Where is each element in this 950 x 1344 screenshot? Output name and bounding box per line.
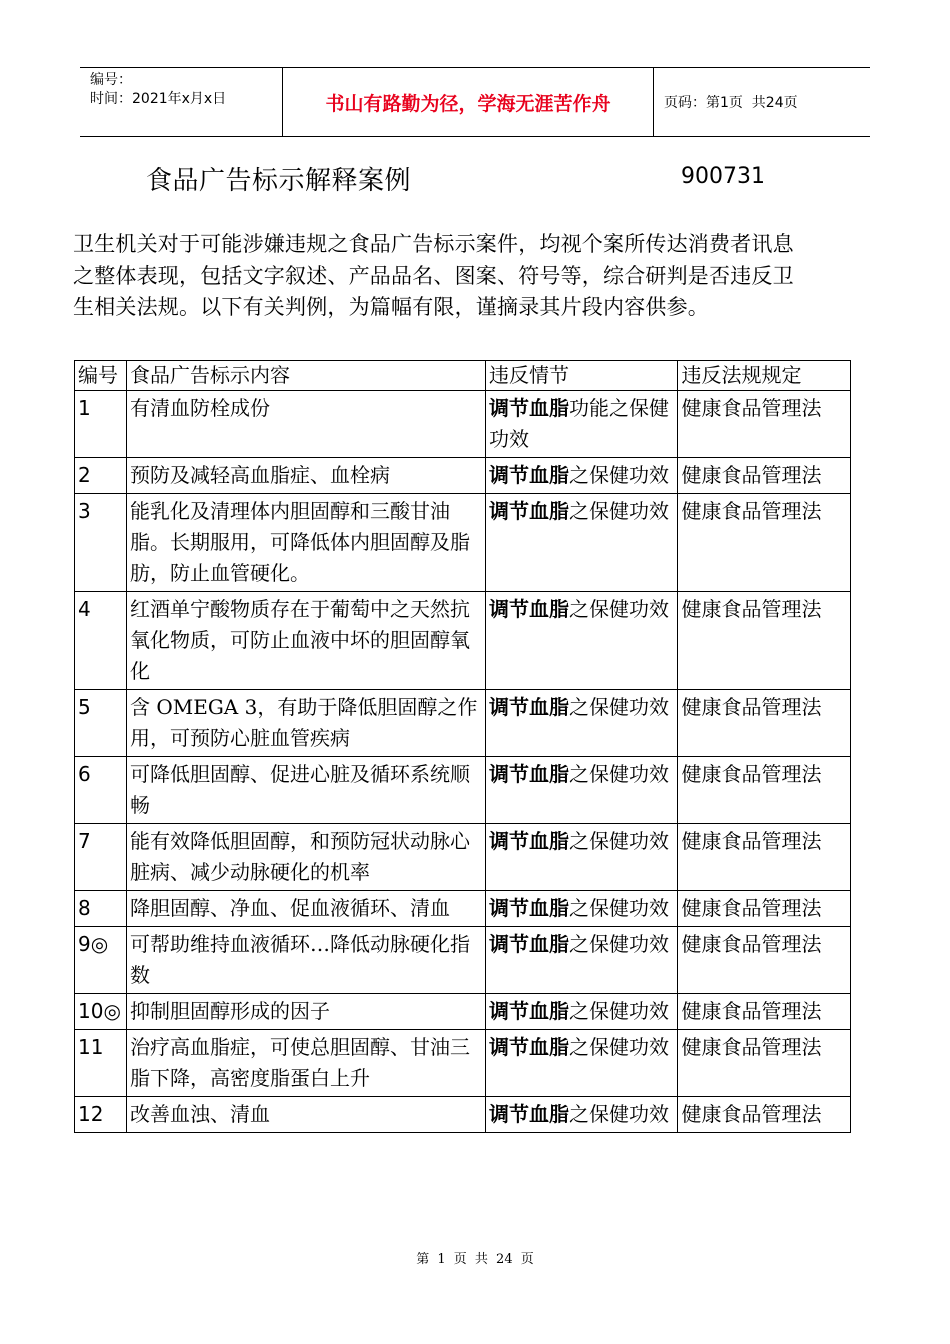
cases-table bbox=[74, 360, 851, 1133]
case-law: 健康食品管理法 bbox=[678, 1030, 851, 1097]
case-law: 健康食品管理法 bbox=[678, 458, 851, 494]
case-law: 健康食品管理法 bbox=[678, 391, 851, 458]
case-content: 降胆固醇、净血、促血液循环、清血 bbox=[126, 891, 485, 927]
intro-paragraph bbox=[73, 229, 863, 324]
violation-detail: 之保健功效 bbox=[569, 896, 670, 920]
case-violation bbox=[486, 757, 678, 824]
header-number: 编号 bbox=[75, 361, 127, 391]
violation-term: 调节血脂 bbox=[489, 695, 570, 719]
case-violation bbox=[486, 690, 678, 757]
violation-term: 调节血脂 bbox=[489, 1035, 570, 1059]
violation-term: 调节血脂 bbox=[489, 896, 570, 920]
violation-term: 调节血脂 bbox=[489, 597, 570, 621]
case-content: 预防及减轻高血脂症、血栓病 bbox=[126, 458, 485, 494]
page-info-text: 页码：第1页 共24页 bbox=[664, 95, 798, 111]
case-number: 8 bbox=[75, 891, 127, 927]
case-law: 健康食品管理法 bbox=[678, 824, 851, 891]
violation-term: 调节血脂 bbox=[489, 762, 570, 786]
table-row bbox=[75, 891, 851, 927]
case-number: 12 bbox=[75, 1097, 127, 1133]
table-row bbox=[75, 592, 851, 690]
table-row bbox=[75, 757, 851, 824]
case-number: 7 bbox=[75, 824, 127, 891]
case-violation bbox=[486, 1030, 678, 1097]
case-number: 10◎ bbox=[75, 994, 127, 1030]
intro-line: 生相关法规。以下有关判例，为篇幅有限，谨摘录其片段内容供参。 bbox=[73, 295, 709, 319]
case-content: 可帮助维持血液循环…降低动脉硬化指数 bbox=[126, 927, 485, 994]
case-law: 健康食品管理法 bbox=[678, 757, 851, 824]
case-number: 1 bbox=[75, 391, 127, 458]
case-content: 治疗高血脂症，可使总胆固醇、甘油三脂下降，高密度脂蛋白上升 bbox=[126, 1030, 485, 1097]
table-row bbox=[75, 494, 851, 592]
case-content: 改善血浊、清血 bbox=[126, 1097, 485, 1133]
intro-line: 卫生机关对于可能涉嫌违规之食品广告标示案件，均视个案所传达消费者讯息 bbox=[73, 232, 794, 256]
violation-detail: 之保健功效 bbox=[569, 999, 670, 1023]
violation-detail: 之保健功效 bbox=[569, 499, 670, 523]
header-page-info bbox=[654, 68, 870, 136]
case-violation bbox=[486, 458, 678, 494]
case-violation bbox=[486, 391, 678, 458]
violation-detail: 之保健功效 bbox=[569, 762, 670, 786]
case-number: 9◎ bbox=[75, 927, 127, 994]
page-footer: 第 1 页 共 24 页 bbox=[416, 1252, 534, 1267]
header-violation: 违反情节 bbox=[486, 361, 678, 391]
document-code: 900731 bbox=[681, 164, 765, 189]
violation-detail: 之保健功效 bbox=[569, 597, 670, 621]
case-number: 5 bbox=[75, 690, 127, 757]
case-violation bbox=[486, 494, 678, 592]
case-violation bbox=[486, 1097, 678, 1133]
violation-detail: 之保健功效 bbox=[569, 463, 670, 487]
case-content: 红酒单宁酸物质存在于葡萄中之天然抗氧化物质，可防止血液中坏的胆固醇氧化 bbox=[126, 592, 485, 690]
table-row bbox=[75, 458, 851, 494]
violation-term: 调节血脂 bbox=[489, 1102, 570, 1126]
table-header-row bbox=[75, 361, 851, 391]
case-content: 能乳化及清理体内胆固醇和三酸甘油脂。长期服用，可降低体内胆固醇及脂肪，防止血管硬化。 bbox=[126, 494, 485, 592]
violation-term: 调节血脂 bbox=[489, 829, 570, 853]
case-law: 健康食品管理法 bbox=[678, 592, 851, 690]
case-law: 健康食品管理法 bbox=[678, 1097, 851, 1133]
case-content: 可降低胆固醇、促进心脏及循环系统顺畅 bbox=[126, 757, 485, 824]
case-law: 健康食品管理法 bbox=[678, 927, 851, 994]
case-violation bbox=[486, 927, 678, 994]
table-row bbox=[75, 994, 851, 1030]
case-content: 能有效降低胆固醇，和预防冠状动脉心脏病、减少动脉硬化的机率 bbox=[126, 824, 485, 891]
violation-term: 调节血脂 bbox=[489, 999, 570, 1023]
violation-detail: 之保健功效 bbox=[569, 829, 670, 853]
number-label: 编号： bbox=[90, 72, 132, 88]
case-law: 健康食品管理法 bbox=[678, 994, 851, 1030]
table-body bbox=[75, 391, 851, 1133]
table-row bbox=[75, 824, 851, 891]
case-law: 健康食品管理法 bbox=[678, 494, 851, 592]
table-row bbox=[75, 1097, 851, 1133]
case-violation bbox=[486, 891, 678, 927]
header-motto: 书山有路勤为径，学海无涯苦作舟 bbox=[282, 68, 654, 136]
case-violation bbox=[486, 994, 678, 1030]
table-row bbox=[75, 690, 851, 757]
violation-detail: 功能之保健功效 bbox=[489, 396, 670, 451]
table-row bbox=[75, 391, 851, 458]
violation-detail: 之保健功效 bbox=[569, 695, 670, 719]
header-law: 违反法规规定 bbox=[678, 361, 851, 391]
violation-detail: 之保健功效 bbox=[569, 1035, 670, 1059]
table-row bbox=[75, 927, 851, 994]
case-number: 4 bbox=[75, 592, 127, 690]
table-row bbox=[75, 1030, 851, 1097]
header-meta bbox=[80, 68, 282, 136]
violation-term: 调节血脂 bbox=[489, 499, 570, 523]
violation-detail: 之保健功效 bbox=[569, 1102, 670, 1126]
case-law: 健康食品管理法 bbox=[678, 690, 851, 757]
header-content: 食品广告标示内容 bbox=[126, 361, 485, 391]
violation-detail: 之保健功效 bbox=[569, 932, 670, 956]
document-title: 食品广告标示解释案例 bbox=[146, 166, 412, 196]
page-header bbox=[80, 67, 870, 137]
violation-term: 调节血脂 bbox=[489, 396, 570, 420]
case-number: 11 bbox=[75, 1030, 127, 1097]
case-content: 含 OMEGA 3，有助于降低胆固醇之作用，可预防心脏血管疾病 bbox=[126, 690, 485, 757]
intro-line: 之整体表现，包括文字叙述、产品品名、图案、符号等，综合研判是否违反卫 bbox=[73, 263, 794, 288]
violation-term: 调节血脂 bbox=[489, 932, 570, 956]
case-number: 3 bbox=[75, 494, 127, 592]
case-number: 6 bbox=[75, 757, 127, 824]
case-number: 2 bbox=[75, 458, 127, 494]
violation-term: 调节血脂 bbox=[489, 463, 570, 487]
case-content: 抑制胆固醇形成的因子 bbox=[126, 994, 485, 1030]
case-content: 有清血防栓成份 bbox=[126, 391, 485, 458]
case-violation bbox=[486, 824, 678, 891]
time-label: 时间：2021年x月x日 bbox=[90, 91, 227, 107]
case-violation bbox=[486, 592, 678, 690]
case-law: 健康食品管理法 bbox=[678, 891, 851, 927]
